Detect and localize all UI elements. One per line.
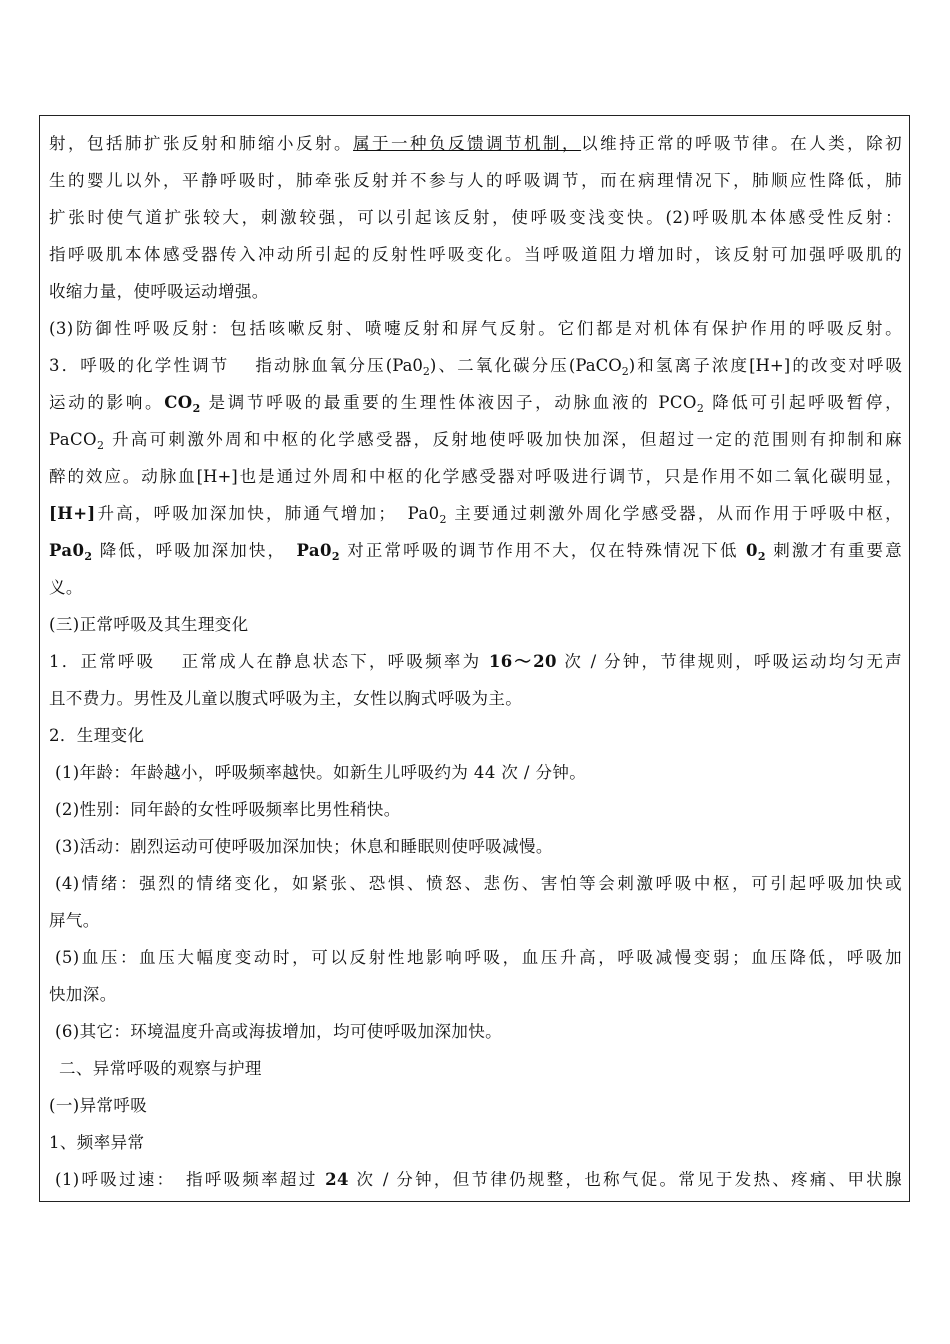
underlined-text: 属于一种负反馈调节机制， (353, 134, 582, 153)
text-run: 0 (745, 541, 758, 560)
text-run: 升高，呼吸加深加快，肺通气增加； Pa0 (95, 504, 440, 523)
subscript: 2 (696, 402, 705, 415)
text-run: 主要通过刺激外周化学感受器，从而作用于呼吸中枢， (446, 504, 902, 523)
paragraph-line: (3)防御性呼吸反射：包括咳嗽反射、喷嚏反射和屏气反射。它们都是对机体有保护作用的呼吸反射。 (49, 319, 902, 338)
bold-text (745, 541, 766, 563)
bold-text: 16～20 (488, 652, 557, 671)
list-item: (2)性别：同年龄的女性呼吸频率比男性稍快。 (55, 800, 401, 819)
text-run: 升高可刺激外周和中枢的化学感受器，反射地使呼吸加快加深，但超过一定的范围则有抑制和麻 (104, 430, 902, 449)
section-heading: (三)正常呼吸及其生理变化 (49, 615, 249, 634)
section-heading: 二、异常呼吸的观察与护理 (59, 1059, 262, 1078)
text-run: 刺激才有重要意 (765, 541, 902, 560)
paragraph-line (49, 126, 902, 162)
paragraph-line: 快加深。 (49, 985, 117, 1004)
bold-text (296, 541, 340, 563)
bold-text (164, 393, 201, 415)
subscript: 2 (192, 402, 201, 415)
text-run: Pa0 (49, 541, 85, 560)
subscript: 2 (757, 550, 766, 563)
list-item: (4)情绪：强烈的情绪变化，如紧张、恐惧、愤怒、悲伤、害怕等会刺激呼吸中枢，可引起呼吸加快或 (55, 874, 902, 893)
subscript: 2 (84, 550, 93, 563)
text-run: 降低可引起呼吸暂停， (704, 393, 902, 412)
text-run: )和氢离子浓度[H+]的改变对呼吸 (628, 356, 902, 375)
paragraph-line: 扩张时使气道扩张较大，刺激较强，可以引起该反射，使呼吸变浅变快。(2)呼吸肌本体感受性反射： (49, 208, 902, 227)
paragraph-line: 屏气。 (49, 911, 100, 930)
text-run: 射，包括肺扩张反射和肺缩小反射。 (49, 134, 354, 153)
paragraph-line: 指呼吸肌本体感受器传入冲动所引起的反射性呼吸变化。当呼吸道阻力增加时，该反射可加强呼吸肌的 (49, 245, 902, 264)
bold-text: [H+] (49, 504, 96, 523)
subsection-heading: 1、频率异常 (49, 1133, 145, 1152)
subscript: 2 (331, 550, 340, 563)
bold-text (49, 541, 93, 563)
text-run: CO (164, 393, 193, 412)
content-table-cell (39, 115, 910, 1202)
paragraph-line (49, 533, 902, 569)
paragraph-line: 醉的效应。动脉血[H+]也是通过外周和中枢的化学感受器对呼吸进行调节，只是作用不如二氧化碳明显， (49, 467, 902, 486)
text-run: Pa0 (296, 541, 332, 560)
list-item: (1)年龄：年龄越小，呼吸频率越快。如新生儿呼吸约为 44 次 / 分钟。 (55, 763, 587, 782)
list-item: (6)其它：环境温度升高或海拔增加，均可使呼吸加深加快。 (55, 1022, 503, 1041)
paragraph-line (49, 422, 902, 458)
paragraph-line (49, 496, 902, 532)
text-run: 以维持正常的呼吸节律。在人类，除初 (581, 134, 902, 153)
paragraph-line: 义。 (49, 578, 83, 597)
text-run: 降低，呼吸加深加快， (92, 541, 297, 560)
bold-text: 24 (325, 1170, 349, 1189)
section-heading: (一)异常呼吸 (49, 1096, 148, 1115)
text-run: (1)呼吸过速： 指呼吸频率超过 (55, 1170, 326, 1189)
list-item (49, 1162, 902, 1198)
paragraph-line (49, 348, 902, 384)
text-run: PaCO (49, 430, 97, 449)
text-run: 3．呼吸的化学性调节 指动脉血氧分压(Pa0 (49, 356, 423, 375)
paragraph-line: 收缩力量，使呼吸运动增强。 (49, 282, 269, 301)
list-item: (5)血压：血压大幅度变动时，可以反射性地影响呼吸，血压升高，呼吸减慢变弱；血压降低，呼吸加 (55, 948, 902, 967)
text-run: )、二氧化碳分压(PaCO (429, 356, 622, 375)
subscript: 2 (439, 513, 447, 526)
subscript: 2 (621, 365, 629, 378)
text-run: 次 / 分钟，但节律仍规整，也称气促。常见于发热、疼痛、甲状腺 (348, 1170, 903, 1189)
subscript: 2 (96, 439, 105, 452)
paragraph-line (49, 385, 902, 421)
paragraph-line: 且不费力。男性及儿童以腹式呼吸为主，女性以胸式呼吸为主。 (49, 689, 523, 708)
subscript: 2 (422, 365, 430, 378)
text-run: 运动的影响。 (49, 393, 165, 412)
paragraph-line: 生的婴儿以外，平静呼吸时，肺牵张反射并不参与人的呼吸调节，而在病理情况下，肺顺应性降低，肺 (49, 171, 902, 190)
list-item: (3)活动：剧烈运动可使呼吸加深加快；休息和睡眠则使呼吸减慢。 (55, 837, 553, 856)
text-run: 次 / 分钟，节律规则，呼吸运动均匀无声 (556, 652, 902, 671)
text-run: 对正常呼吸的调节作用不大，仅在特殊情况下低 (339, 541, 746, 560)
text-run: 是调节呼吸的最重要的生理性体液因子，动脉血液的 PCO (200, 393, 697, 412)
text-run: 1．正常呼吸 正常成人在静息状态下，呼吸频率为 (49, 652, 489, 671)
subsection-heading: 2．生理变化 (49, 726, 145, 745)
paragraph-line (49, 644, 902, 680)
